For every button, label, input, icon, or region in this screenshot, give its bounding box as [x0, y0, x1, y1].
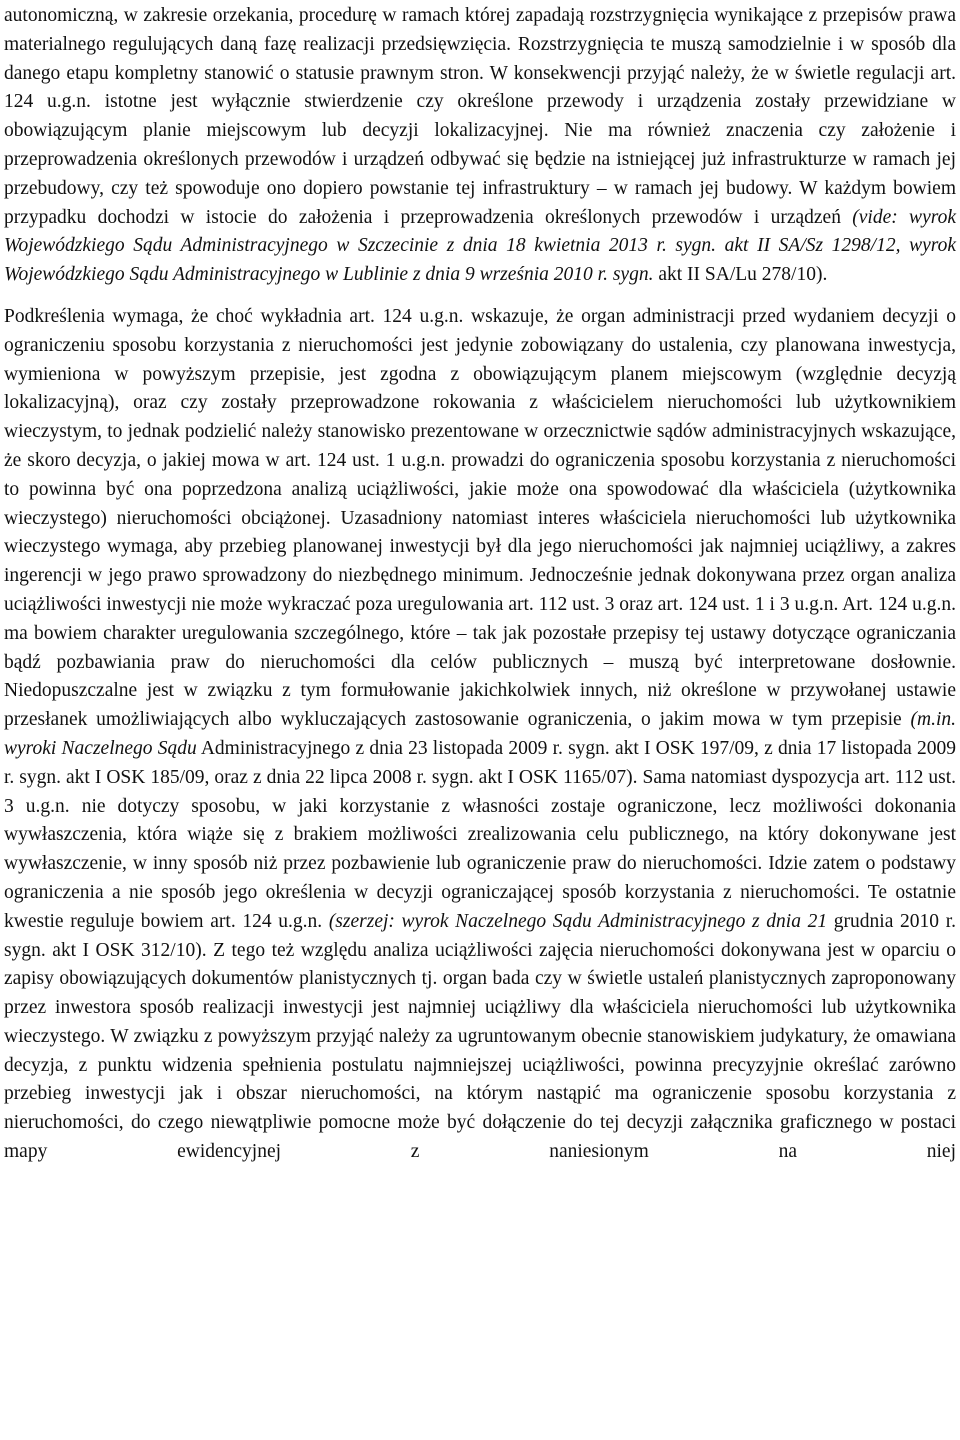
paragraph-2-text-continued: Administracyjnego z dnia 23 listopada 2009 r. sygn. akt I OSK 197/09, z dnia 17 listopada 2009 r. sygn. akt I OSK 185/09, oraz z dnia 22 lipca 2008 r. sygn. akt I OSK 1165/07). Sama natomiast dyspozycja art. 112 ust. 3 u.g.n. nie dotyczy sposobu, w jaki korzystanie z własności zostaje ograniczone, lecz możliwości dokonania wywłaszczenia, która wiąże się z brakiem możliwości zrealizowania celu publicznego, na który dokonywane jest wywłaszczenie, w inny sposób niż przez pozbawienie lub ograniczenie praw do nieruchomości. Idzie zatem o podstawy ograniczenia a nie sposób jego określenia w decyzji ograniczającej sposób korzystania z nieruchomości. Te ostatnie kwestie reguluje bowiem art. 124 u.g.n.: [4, 737, 957, 932]
paragraph-2-citation: (m.in. wyroki Naczelnego Sądu: [4, 709, 956, 759]
paragraph-2-text: Podkreślenia wymaga, że choć wykładnia art. 124 u.g.n. wskazuje, że organ administracji przed wydaniem decyzji o ograniczeniu sposobu korzystania z nieruchomości jest jedynie zobowiązany do ustalenia, czy planowana inwestycja, wymieniona w powyższym przepisie, jest zgodna z obowiązującym planem miejscowym (względnie decyzją lokalizacyjną), oraz czy zostały przeprowadzone rokowania z właścicielem nieruchomości lub użytkownikiem wieczystym, to jednak podzielić należy stanowisko prezentowane w orzecznictwie sądów administracyjnych wskazujące, że skoro decyzja, o jakiej mowa w art. 124 ust. 1 u.g.n. prowadzi do ograniczenia sposobu korzystania z nieruchomości to powinna być ona poprzedzona analizą uciążliwości, jakie może ona spowodować dla właściciela (użytkownika wieczystego) nieruchomości obciążonej. Uzasadniony natomiast interes właściciela nieruchomości lub użytkownika wieczystego wymaga, aby przebieg planowanej inwestycji był dla jego nieruchomości jak najmniej uciążliwy, a zakres ingerencji w jego prawo sprowadzony do niezbędnego minimum. Jednocześnie jednak dokonywana przez organ analiza uciążliwości inwestycji nie może wykraczać poza uregulowania art. 112 ust. 3 oraz art. 124 ust. 1 i 3 u.g.n. Art. 124 u.g.n. ma bowiem charakter uregulowania szczególnego, które – tak jak pozostałe przepisy tej ustawy dotyczące ograniczania bądź pozbawiania praw do nieruchomości dla celów publicznych – muszą być interpretowane dosłownie. Niedopuszczalne jest w związku z tym formułowanie jakichkolwiek innych, niż określone w przywołanej ustawie przesłanek umożliwiających albo wykluczających zastosowanie ograniczenia, o jakim mowa w tym przepisie: [4, 305, 956, 731]
paragraph-1-citation-end: akt II SA/Lu 278/10).: [653, 264, 828, 286]
paragraph-2-text-end: grudnia 2010 r. sygn. akt I OSK 312/10). Z tego też względu analiza uciążliwości zajęcia nieruchomości dokonywana jest w oparciu o zapisy obowiązujących dokumentów planistycznych tj. organ bada czy w świetle ustaleń planistycznych zaproponowany przez inwestora sposób realizacji inwestycji jest najmniej uciążliwy dla właściciela nieruchomości lub użytkownika wieczystego. W związku z powyższym przyjąć należy za ugruntowanym obecnie stanowiskiem judykatury, że omawiana decyzja, z punktu widzenia spełnienia postulatu najmniejszej uciążliwości, powinna precyzyjnie określać zarówno przebieg inwestycji jak i obszar nieruchomości, na którym nastąpić ma ograniczenie sposobu korzystania z nieruchomości, do czego niewątpliwie pomocne może być dołączenie do tej decyzji załącznika graficznego w postaci mapy ewidencyjnej z naniesionym na niej: [4, 910, 956, 1163]
paragraph-1-text: autonomiczną, w zakresie orzekania, procedurę w ramach której zapadają rozstrzygnięcia wynikające z przepisów prawa materialnego regulujących daną fazę realizacji przedsięwzięcia. Rozstrzygnięcia te muszą samodzielnie i w sposób dla danego etapu kompletny stanowić o statusie prawnym stron. W konsekwencji przyjąć należy, że w świetle regulacji art. 124 u.g.n. istotne jest wyłącznie stwierdzenie czy określone przewody i urządzenia zostały przewidziane w obowiązującym planie miejscowym lub decyzji lokalizacyjnej. Nie ma również znaczenia czy założenie i przeprowadzenia określonych przewodów i urządzeń odbywać się będzie na istniejącej już infrastrukturze w ramach jej przebudowy, czy też spowoduje ono dopiero powstanie tej infrastruktury – w ramach jej budowy. W każdym bowiem przypadku dochodzi w istocie do założenia i przeprowadzenia określonych przewodów i urządzeń: [4, 5, 956, 228]
paragraph-2: [4, 303, 956, 1167]
paragraph-1-citation: (vide: wyrok Wojewódzkiego Sądu Administracyjnego w Szczecinie z dnia 18 kwietnia 2013 r. sygn.: [4, 206, 956, 257]
paragraph-1-citation-continued: akt II SA/Sz 1298/12, wyrok Wojewódzkiego Sądu Administracyjnego w Lublinie z dnia 9 września 2010 r. sygn.: [4, 235, 956, 286]
paragraph-1: [4, 2, 956, 290]
paragraph-2-citation-2: (szerzej: wyrok Naczelnego Sądu Administracyjnego z dnia 21: [328, 910, 828, 932]
